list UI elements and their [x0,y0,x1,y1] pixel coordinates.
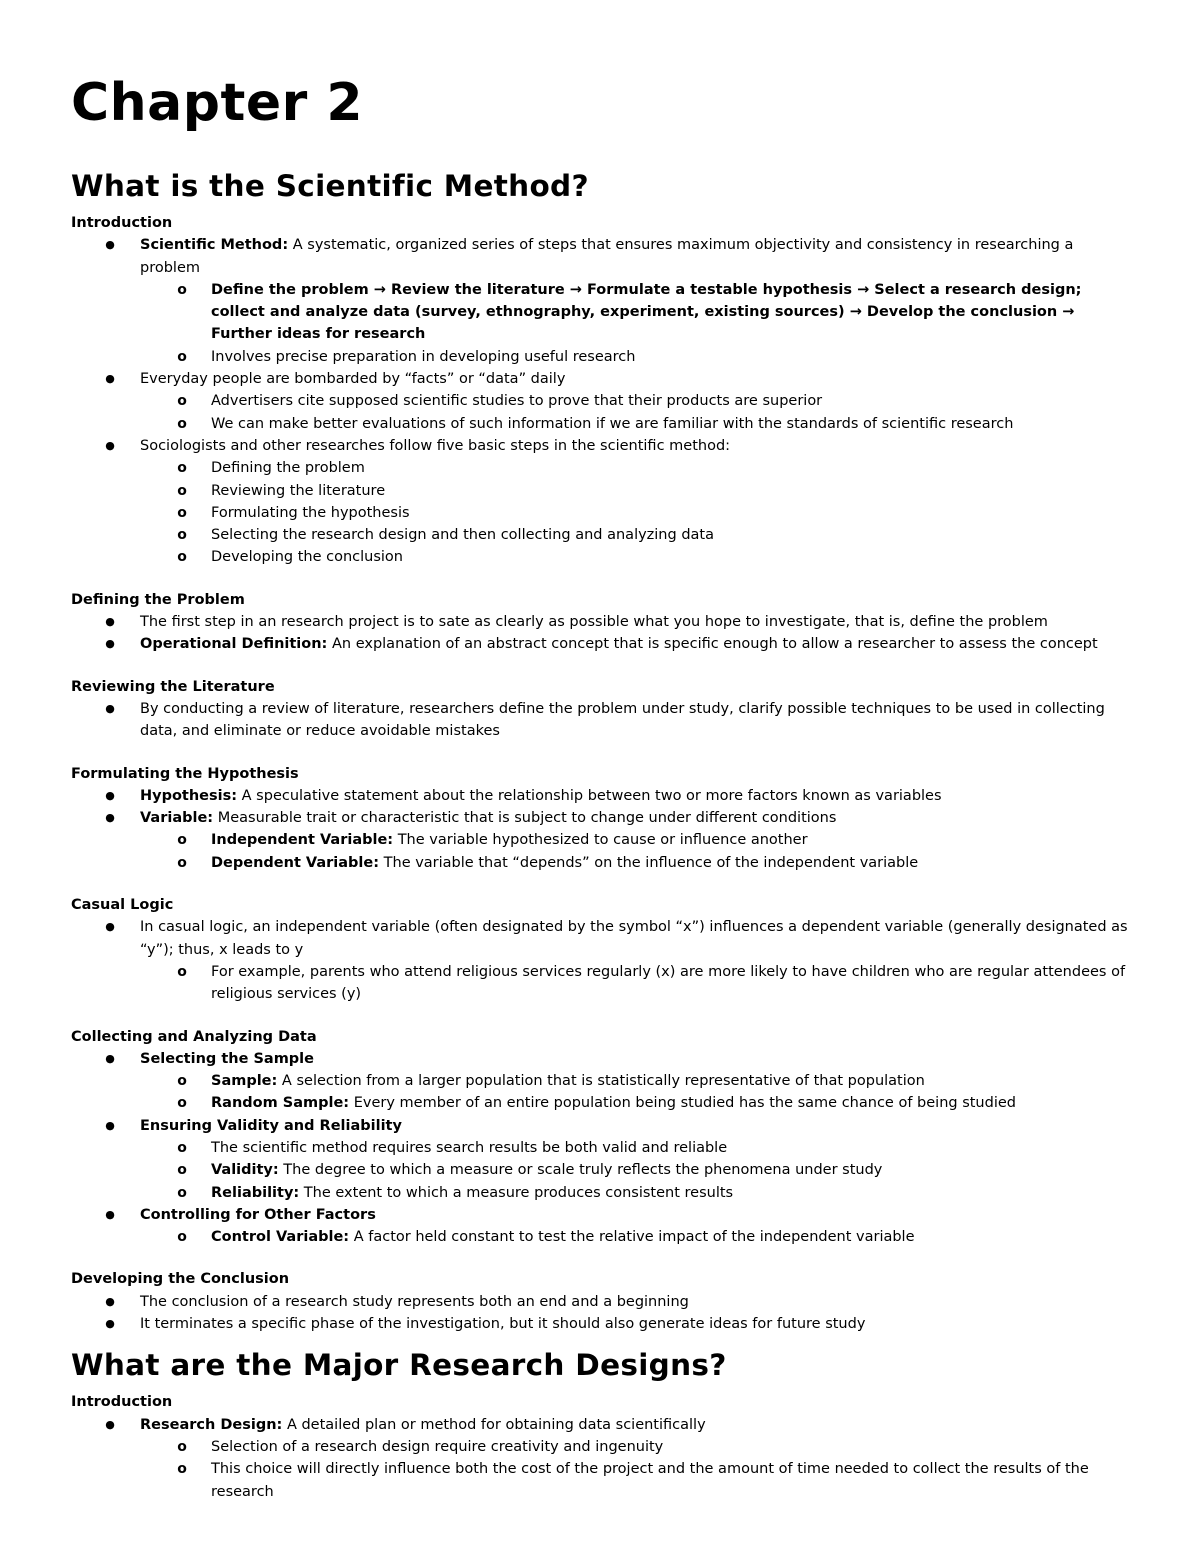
bullet-circle: o [177,527,187,544]
arrow-icon: → [569,281,582,298]
item-text: The scientific method requires search results be both valid and reliable [211,1139,728,1156]
definition: A selection from a larger population that is statistically representative of that population [277,1073,925,1090]
hypothesis-list [71,785,1131,874]
collecting-list [71,1048,1131,1249]
designs-intro-title: Introduction [71,1394,173,1411]
list-item [71,785,1131,807]
bullet-dot: ● [105,438,115,452]
conclusion-list [71,1291,1131,1336]
list-item [71,1291,1131,1313]
bullet-circle: o [177,1139,187,1156]
term: Random Sample: [211,1095,350,1112]
bullet-circle: o [177,1073,187,1090]
intro-list [71,234,1131,568]
arrow-icon: → [857,281,870,298]
term: Variable: [140,810,214,827]
item-text: Controlling for Other Factors [140,1206,376,1223]
conclusion-section [71,1268,1131,1335]
bullet-dot: ● [105,811,115,825]
sub-list-item [71,346,1131,368]
sub-list-item [71,1226,1131,1248]
term: Hypothesis: [140,787,238,804]
conclusion-title: Developing the Conclusion [71,1271,290,1288]
bullet-circle: o [177,549,187,566]
step: Review the literature [385,281,570,298]
bullet-dot: ● [105,637,115,651]
term: Operational Definition: [140,636,328,653]
list-item [71,1204,1131,1226]
bullet-circle: o [177,504,187,521]
definition: The variable that “depends” on the influence of the independent variable [379,854,919,871]
step: Define the problem [211,281,374,298]
item-text: The conclusion of a research study represents both an end and a beginning [140,1293,689,1310]
sub-list-item [71,457,1131,479]
definition: An explanation of an abstract concept that is specific enough to allow a researcher to assess the concept [327,636,1098,653]
causal-section [71,894,1131,1005]
chapter-title: Chapter 2 [71,73,364,133]
item-text: Selection of a research design require creativity and ingenuity [211,1438,664,1455]
bullet-circle: o [177,460,187,477]
item-text: Defining the problem [211,460,365,477]
term: Independent Variable: [211,832,394,849]
item-text: Formulating the hypothesis [211,504,410,521]
sub-list-item [71,1458,1131,1503]
item-text: By conducting a review of literature, researchers define the problem under study, clarify possible techniques to be used in collecting data, and eliminate or reduce avoidable mistakes [140,700,1105,740]
bullet-circle: o [177,832,187,849]
bullet-circle: o [177,1184,187,1201]
defining-section [71,589,1131,656]
definition: The degree to which a measure or scale truly reflects the phenomena under study [278,1162,883,1179]
hypothesis-section [71,763,1131,874]
bullet-circle: o [177,482,187,499]
list-item [71,916,1131,961]
collecting-title: Collecting and Analyzing Data [71,1028,317,1045]
causal-title: Casual Logic [71,897,174,914]
item-text: Reviewing the literature [211,482,386,499]
bullet-circle: o [177,1438,187,1455]
list-item [71,1313,1131,1335]
defining-list [71,611,1131,656]
list-item [71,1048,1131,1070]
bullet-dot: ● [105,701,115,715]
term: Dependent Variable: [211,854,380,871]
item-text: We can make better evaluations of such information if we are familiar with the standards of scientific research [211,415,1014,432]
sub-list-item [71,480,1131,502]
item-text: Everyday people are bombarded by “facts” or “data” daily [140,371,566,388]
sub-list-item [71,413,1131,435]
section-heading-research-designs: What are the Major Research Designs? [71,1348,727,1383]
list-item [71,1115,1131,1137]
sub-list-item [71,390,1131,412]
bullet-dot: ● [105,788,115,802]
arrow-icon: → [1062,304,1075,321]
item-text: It terminates a specific phase of the investigation, but it should also generate ideas for future study [140,1316,866,1333]
bullet-dot: ● [105,920,115,934]
intro-section [71,212,1131,569]
intro-title: Introduction [71,215,173,231]
bullet-dot: ● [105,238,115,252]
item-text: Selecting the research design and then collecting and analyzing data [211,527,714,544]
step: Develop the conclusion [861,304,1063,321]
sub-list-item [71,1159,1131,1181]
arrow-icon: → [849,304,862,321]
list-item [71,611,1131,633]
sub-list-item [71,1137,1131,1159]
sub-list-item [71,1092,1131,1114]
bullet-dot: ● [105,615,115,629]
designs-intro-list [71,1414,1131,1503]
term: Scientific Method: [140,237,289,254]
bullet-circle: o [177,854,187,871]
defining-title: Defining the Problem [71,591,245,608]
definition: Every member of an entire population being studied has the same chance of being studied [349,1095,1016,1112]
item-text: Advertisers cite supposed scientific studies to prove that their products are superior [211,393,823,410]
sub-list-item [71,546,1131,568]
term: Sample: [211,1073,278,1090]
reviewing-list [71,698,1131,743]
item-text: Ensuring Validity and Reliability [140,1117,402,1134]
document-page [71,72,1131,1523]
step: Formulate a testable hypothesis [581,281,858,298]
bullet-dot: ● [105,1207,115,1221]
item-text: This choice will directly influence both the cost of the project and the amount of time needed to collect the results of the research [211,1461,1089,1500]
item-text: In casual logic, an independent variable (often designated by the symbol “x”) influences a dependent variable (generally designated as “y”); thus, x leads to y [140,919,1128,958]
definition: A detailed plan or method for obtaining data scientifically [282,1416,706,1433]
list-item [71,807,1131,829]
item-text: The first step in an research project is to sate as clearly as possible what you hope to investigate, that is, define the problem [140,614,1048,631]
sub-list-item [71,852,1131,874]
bullet-circle: o [177,415,187,432]
bullet-dot: ● [105,1118,115,1132]
bullet-circle: o [177,281,187,298]
item-text: Developing the conclusion [211,549,403,566]
causal-list [71,916,1131,1005]
sub-list-item [71,1070,1131,1092]
step: Further ideas for research [211,326,426,343]
bullet-circle: o [177,393,187,410]
bullet-circle: o [177,1095,187,1112]
bullet-circle: o [177,1461,187,1478]
hypothesis-title: Formulating the Hypothesis [71,765,299,782]
bullet-dot: ● [105,372,115,386]
sub-list-item [71,524,1131,546]
term: Validity: [211,1162,279,1179]
definition: The extent to which a measure produces consistent results [299,1184,734,1201]
designs-intro-section [71,1391,1131,1502]
arrow-icon: → [373,281,386,298]
section-heading-scientific-method: What is the Scientific Method? [71,169,589,203]
item-text: For example, parents who attend religious services regularly (x) are more likely to have children who are regular attendees of religious services (y) [211,963,1126,1003]
bullet-circle: o [177,963,187,980]
list-item [71,698,1131,743]
sub-list-item [71,1182,1131,1204]
sub-list-item [71,279,1131,346]
definition: The variable hypothesized to cause or influence another [393,832,808,849]
bullet-dot: ● [105,1051,115,1065]
bullet-circle: o [177,1229,187,1246]
item-text: Involves precise preparation in developing useful research [211,348,636,365]
definition: Measurable trait or characteristic that is subject to change under different conditions [213,810,837,827]
step: Select a research design; collect and analyze data (survey, ethnography, experiment, existing sources) [211,281,1082,321]
bullet-dot: ● [105,1294,115,1308]
sub-list-item [71,1436,1131,1458]
collecting-section [71,1026,1131,1249]
list-item [71,234,1131,279]
item-text: Selecting the Sample [140,1050,314,1067]
list-item [71,368,1131,390]
definition: A systematic, organized series of steps that ensures maximum objectivity and consistency in researching a problem [140,237,1074,276]
bullet-dot: ● [105,1417,115,1431]
item-text: Sociologists and other researches follow five basic steps in the scientific method: [140,437,731,454]
term: Control Variable: [211,1229,350,1246]
reviewing-section [71,676,1131,743]
term: Reliability: [211,1184,300,1201]
bullet-circle: o [177,348,187,365]
sub-list-item [71,502,1131,524]
sub-list-item [71,829,1131,851]
bullet-dot: ● [105,1317,115,1331]
reviewing-title: Reviewing the Literature [71,678,275,695]
definition: A factor held constant to test the relative impact of the independent variable [349,1229,915,1246]
list-item [71,633,1131,655]
list-item [71,435,1131,457]
list-item [71,1414,1131,1436]
sub-list-item [71,961,1131,1006]
definition: A speculative statement about the relationship between two or more factors known as variables [237,787,942,804]
term: Research Design: [140,1416,283,1433]
bullet-circle: o [177,1162,187,1179]
